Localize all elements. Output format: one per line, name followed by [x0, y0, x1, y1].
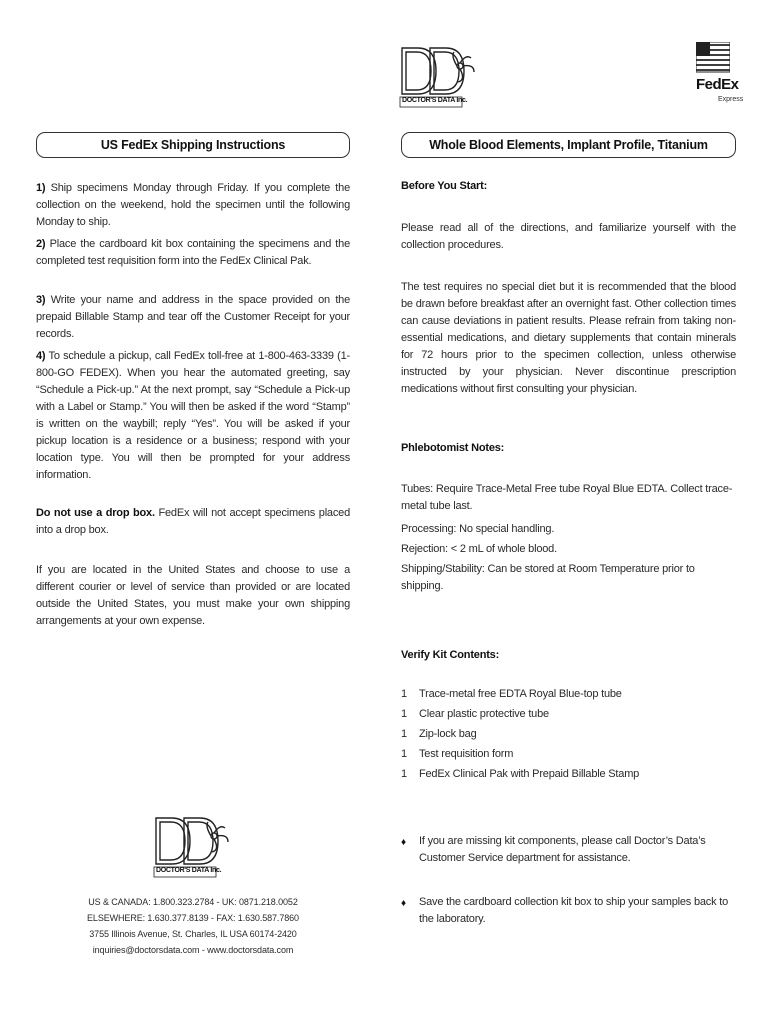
drop-box-bold: Do not use a drop box. [36, 507, 155, 519]
verify-kit-title: Verify Kit Contents: [401, 649, 500, 661]
step-2 [36, 236, 350, 270]
us-flag-icon [696, 42, 730, 76]
doctors-data-logo-bottom [150, 812, 236, 882]
drop-box-note [36, 505, 350, 539]
logo-text: DOCTOR'S DATA Inc. [402, 97, 468, 104]
logo-text-bottom: DOCTOR'S DATA Inc. [156, 867, 222, 874]
outside-us-note: If you are located in the United States and choose to use a different courier or level of service than provided or are located outside the United States, you must make your own shipping arrangements at your own expense. [36, 564, 350, 627]
processing-note: Processing: No special handling. [401, 523, 555, 535]
fedex-wordmark: FedEx [696, 76, 739, 93]
step-1-num: 1) [36, 182, 46, 194]
step-2-text: Place the cardboard kit box containing the specimens and the completed test requisition form into the FedEx Clinical Pak. [36, 238, 351, 267]
phlebotomist-notes-title: Phlebotomist Notes: [401, 442, 505, 454]
kit-item: 1 Test requisition form [401, 748, 514, 760]
kit-item: 1 Zip-lock bag [401, 728, 477, 740]
step-1-text: Ship specimens Monday through Friday. If you complete the collection on the weekend, hold the specimen until the following Monday to ship. [36, 182, 350, 228]
bullet-save-box [401, 894, 736, 930]
contact-address: 3755 Illinois Avenue, St. Charles, IL USA 60174-2420 [89, 929, 297, 939]
left-header: US FedEx Shipping Instructions [36, 132, 350, 158]
contact-phone-us: US & CANADA: 1.800.323.2784 - UK: 0871.218.0052 [88, 897, 298, 907]
diamond-bullet-icon: ♦ [401, 898, 407, 909]
step-1 [36, 180, 350, 231]
bullet-missing-kit [401, 833, 736, 869]
kit-item: 1 Clear plastic protective tube [401, 708, 549, 720]
diamond-bullet-icon: ♦ [401, 837, 407, 848]
doctors-data-logo [396, 42, 482, 112]
bullet-missing-kit-text: If you are missing kit components, please call Doctor’s Data’s Customer Service department for assistance. [419, 835, 706, 864]
fedex-logo [690, 42, 744, 106]
step-2-num: 2) [36, 238, 46, 250]
kit-item: 1 Trace-metal free EDTA Royal Blue-top tube [401, 688, 622, 700]
fedex-express-label: Express [718, 96, 744, 103]
step-4-num: 4) [36, 350, 46, 362]
shipping-note: Shipping/Stability: Can be stored at Room Temperature prior to shipping. [401, 563, 695, 592]
step-3 [36, 292, 350, 343]
contact-web: inquiries@doctorsdata.com - www.doctorsdata.com [92, 945, 294, 955]
step-4-text: To schedule a pickup, call FedEx toll-free at 1-800-463-3339 (1-800-GO FEDEX). When you hear the automated greeting, say “Schedule a Pick-up.” At the next prompt, say “Schedule a Pick-up with a Label or Stamp.” You will then be asked if the word “Stamp” is written on the waybill; reply “Yes”. You will be asked if your pickup location is a residence or a business; respond with your location type. You will then be prompted for your address information. [36, 350, 350, 481]
before-p1: Please read all of the directions, and familiarize yourself with the collection procedures. [401, 222, 736, 251]
step-3-text: Write your name and address in the space provided on the prepaid Billable Stamp and tear off the Customer Receipt for your records. [36, 294, 351, 340]
drop-box-text: FedEx will not accept specimens placed into a drop box. [36, 507, 350, 536]
before-you-start-title: Before You Start: [401, 180, 488, 192]
contact-phone-elsewhere: ELSEWHERE: 1.630.377.8139 - FAX: 1.630.587.7860 [87, 913, 299, 923]
bullet-save-box-text: Save the cardboard collection kit box to ship your samples back to the laboratory. [419, 896, 729, 925]
step-4 [36, 348, 350, 484]
tubes-note: Tubes: Require Trace-Metal Free tube Royal Blue EDTA. Collect trace-metal tube last. [401, 483, 733, 512]
before-p2: The test requires no special diet but it is recommended that the blood be drawn before breakfast after an overnight fast. Other collection times can cause deviations in patient results. Please refrain from taking non-essential medications, and dietary supplements that contain minerals for 72 hours prior to the specimen collection, unless otherwise instructed by your physician. Never discontinue prescription medications without first consulting your physician. [401, 281, 736, 395]
right-header: Whole Blood Elements, Implant Profile, Titanium [401, 132, 736, 158]
rejection-note: Rejection: < 2 mL of whole blood. [401, 543, 557, 555]
kit-item: 1 FedEx Clinical Pak with Prepaid Billable Stamp [401, 768, 640, 780]
step-3-num: 3) [36, 294, 46, 306]
